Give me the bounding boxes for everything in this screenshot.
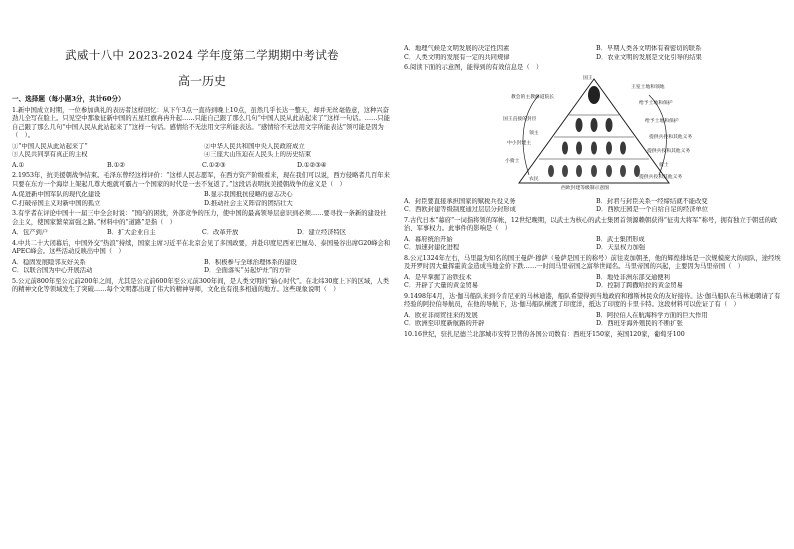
question-1-statements xyxy=(12,143,392,160)
option: B.显示我国抵抗侵略的意志决心 xyxy=(204,191,293,199)
question-10: 10.16世纪，驻扎尼德兰北部城市安特卫普的各国公司数有：西班牙150家，英国120家，葡萄牙100 xyxy=(404,330,685,338)
right-column xyxy=(404,0,784,549)
exam-title: 武威十八中 2023-2024 学年度第二学期期中考试卷 xyxy=(65,48,339,62)
diagram-label: 中小封建主 xyxy=(507,140,531,146)
option: C．西欧封建等级制度通过层层分封形成 xyxy=(404,206,516,213)
question-1-options xyxy=(12,162,392,171)
question-6-options xyxy=(404,198,784,215)
option: D.推动社会主义阵营的团结壮大 xyxy=(204,199,293,207)
diagram-label: 领主 xyxy=(529,130,539,136)
option: D．全面落实“另起炉灶”的方针 xyxy=(204,267,292,275)
option: B．早期人类各文明体有着密切的联系 xyxy=(596,45,702,52)
diagram-label: 提供兵役和其他义务 xyxy=(639,174,683,180)
question-3-options xyxy=(12,229,392,238)
option: D．建立经济特区 xyxy=(297,229,347,237)
option: B．武士集团形成 xyxy=(596,235,645,243)
option: D．农业文明的发展是文化引导的结果 xyxy=(596,53,702,61)
option: B．封君与封臣关系一经缔结就不能改变 xyxy=(596,197,708,205)
question-5-options xyxy=(404,45,784,62)
question-8-options xyxy=(404,274,784,291)
option: D．西班牙海外殖民的不断扩张 xyxy=(596,320,683,327)
exam-subtitle: 高一历史 xyxy=(177,73,226,88)
question-9: 9.1498年4月，达·伽马船队来到今肯尼亚的马林迪港，船队希望得到当地政府和穆斯林民众的友好接待。达·伽马船队在马林迪聘请了有经验的阿拉伯导航员，在他的导航下，达·伽马船队横渡了印度洋，抵达了印度的卡里卡特。这段材料可以佐证了有（ ） xyxy=(404,292,781,308)
statement: ②中华人民共和国中央人民政府成立 xyxy=(204,142,305,150)
option: B．扩大企业自主 xyxy=(107,229,156,237)
option: C．开辟了大量的黄金贸易 xyxy=(404,282,479,289)
option: D.①②③④ xyxy=(297,161,327,169)
statement: ④三座大山压迫在人民头上的历史结束 xyxy=(204,151,312,159)
option: B．积极参与全球治理体系的建设 xyxy=(204,258,297,266)
option: C.打破帝国主义对新中国的孤立 xyxy=(12,199,101,207)
question-6: 6.阅读下面的示意图，能得到的有效信息是（ ） xyxy=(404,64,543,71)
option: A．包产到户 xyxy=(12,229,49,237)
option: A．地理气候是文明发展的决定性因素 xyxy=(404,45,510,52)
option: C．欧洲至印度新航路的开辟 xyxy=(404,320,485,327)
question-9-options xyxy=(404,312,784,329)
option: B．阿拉伯人在航海科学方面的巨大作用 xyxy=(596,311,708,319)
option: A．欧亚非商贸往来的发展 xyxy=(404,311,478,319)
question-4-options xyxy=(12,259,392,276)
diagram-label: 王室土地和领地 xyxy=(631,84,665,90)
left-column xyxy=(12,0,392,549)
diagram-label: 给予土地和保护 xyxy=(639,100,673,106)
statement: ③人民共同享有真正的主权 xyxy=(12,151,88,159)
question-4: 4.中共二十大闭幕后，中国外交“热浪”持续，国家主席习近平在北京会见了多国政要，并赴印度尼西亚巴厘岛、泰国曼谷出席G20峰会和APEC峰会。这些活动反映出中国（ ） xyxy=(12,239,391,256)
option: A．幕府统治开始 xyxy=(404,235,453,243)
option: A.促进新中国军队的现代化建设 xyxy=(12,191,101,199)
option: C．以联合国为中心开展活动 xyxy=(12,267,93,275)
diagram-label: 骑士 xyxy=(659,162,669,168)
diagram-label: 给予土地和保护 xyxy=(645,118,679,124)
statement: ①“中国人民从此站起来了” xyxy=(12,142,88,150)
diagram-label: 提供兵役和其他义务 xyxy=(647,148,691,154)
option: A．是早掌握了冶铁技术 xyxy=(404,273,472,281)
diagram-label: 教会的主教修道院长 xyxy=(511,94,555,100)
option: D．控制了跨撒哈拉的黄金贸易 xyxy=(596,282,683,289)
diagram-label: 提供兵役和其他义务 xyxy=(649,134,693,140)
question-5: 5.公元前800年至公元前200年之间，尤其是公元前600年至公元前300年间，是人类文明的“轴心时代”。在北纬30度上下的区域，人类的精神文化等领域发生了突破……每个文明都出现了伟大的精神导师，文化也有很多相通的地方。这些现象说明（ ） xyxy=(12,277,390,294)
option: A.① xyxy=(12,161,25,169)
question-3: 3.有学者在评论中国十一届三中全会时说：“国内的困扰，外部竞争的压力，使中国的最高领导层意识到必须……要寻找一条新的建设社会主义，使国家繁荣富强之路。”材料中的“道路”是指（ ） xyxy=(12,210,387,226)
feudal-hierarchy-diagram xyxy=(499,75,693,195)
option: A．封臣要直接承担国家的赋税兵役义务 xyxy=(404,197,516,205)
question-2: 2.1953年，抗美援朝战争结束。毛泽东曾经这样评价：“这样人民志愿军，在西方资产阶级看来，现在我们可以说，西方侵略者几百年来只要在东方一个海岸上架起几尊大炮就可霸占一个国家的时代是一去不复返了。”这段话表明抗美援朝战争的意义是（ ） xyxy=(12,172,390,188)
option: B．地处非洲东部交通便利 xyxy=(596,273,670,281)
section-heading: 一、选择题（每小题3分，共计60分） xyxy=(12,94,125,103)
option: C．改革开放 xyxy=(202,229,239,237)
question-2-options xyxy=(12,191,392,208)
option: D．天皇权力加强 xyxy=(596,244,646,251)
diagram-label: 小骑士 xyxy=(505,158,520,164)
option: C．人类文明的发展有一定的共同规律 xyxy=(404,53,510,61)
option: A．稳固发展睦邻友好关系 xyxy=(12,258,86,266)
option: C.①②③ xyxy=(202,161,226,169)
diagram-caption: 西欧封建等级制示意图 xyxy=(561,185,609,191)
question-7-options xyxy=(404,236,784,253)
diagram-label: 国王直接的封臣 xyxy=(503,116,537,122)
option: C．加速封建化进程 xyxy=(404,244,460,251)
option: D．西欧庄园是一个自给自足的经济单位 xyxy=(596,206,709,213)
question-1: 1.新中国成立时期，一位参加典礼的表历者这样回忆：从下午3点一直待到晚上10点，虽然几乎长达一整天，却并无丝毫倦意，这种兴奋劲儿全写在脸上。只见空中那象征新中国的五星红旗冉冉升起……只能自己跟了那么几句“中国人民从此站起来了”这样一句话。……只能自己跟了那么几句“中国人民从此站起来了”这样一句话。感情给不无法用文字所能表达。“感情给不无法用文字所能表达”领可能是因为（ ）。 xyxy=(12,106,390,140)
diagram-label-king: 国王 xyxy=(583,75,593,81)
question-8: 8.公元1324年左右，马里最为知名的国王曼萨·穆萨（曼萨是国王的称号）前往麦加朝圣，他的辉煌排场是一次规模庞大的商队，途经埃及开罗时因大量挥霍黄金造成当地金价下跌……一时间马里帝国之富举世闻名。马里帝国的兴起，主要因为马里帝国（ ） xyxy=(404,254,781,270)
diagram-label: 农民 xyxy=(529,176,539,182)
option: B.①② xyxy=(107,161,125,169)
question-7: 7.古代日本“幕府”一词指将领的军帐，12世纪晚期，以武士为核心的武士集团首领源赖朝获得“征夷大将军”称号，拥有独立于朝廷的政治、军事权力。此事件的影响是（ ） xyxy=(404,216,778,232)
